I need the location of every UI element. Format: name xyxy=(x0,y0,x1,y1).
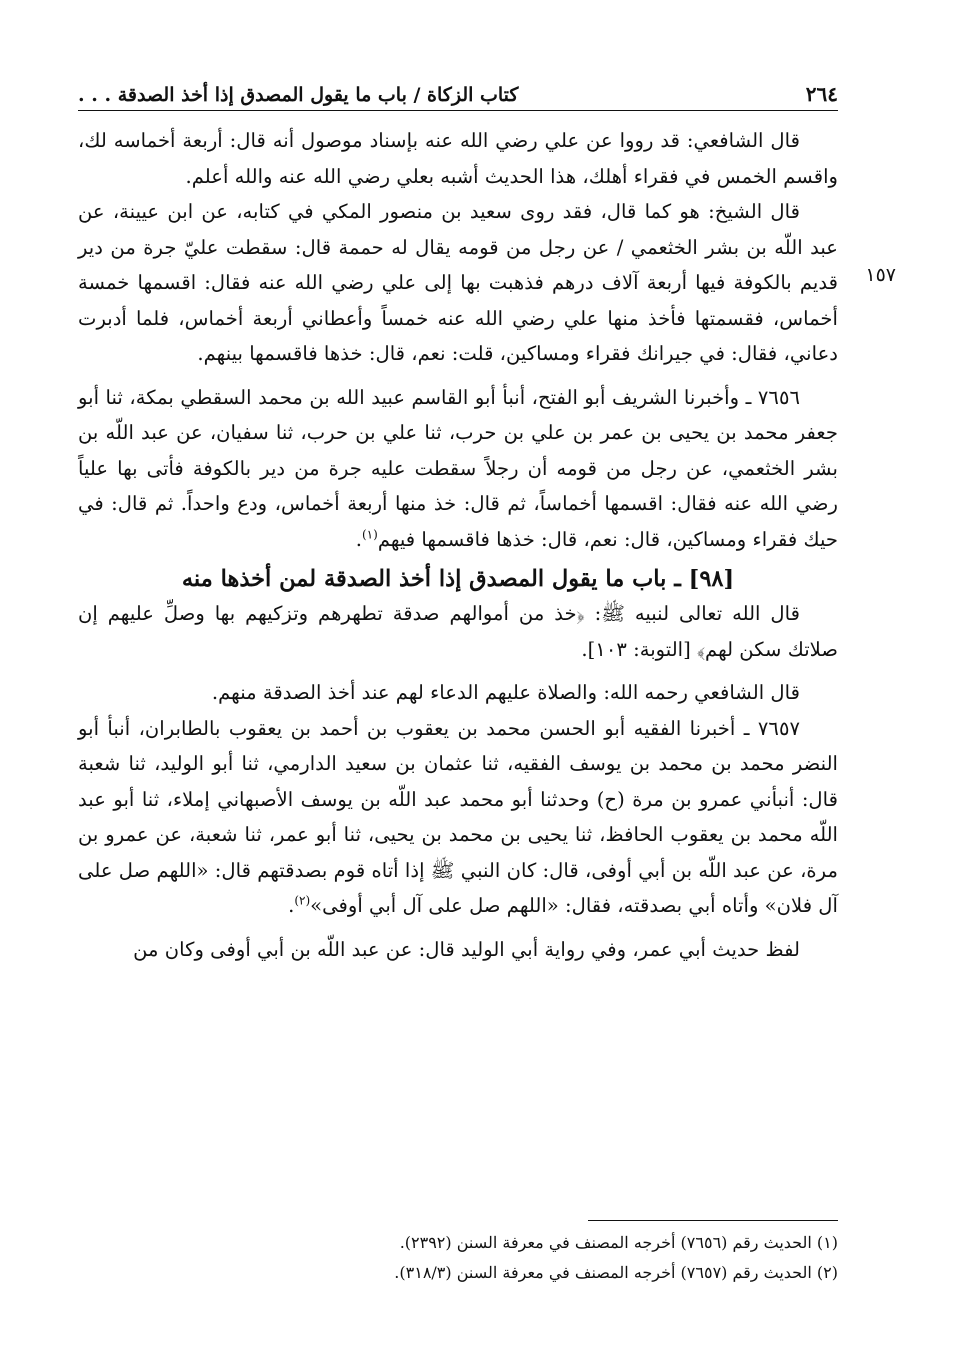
page xyxy=(78,82,896,1282)
chapter-body xyxy=(78,596,838,967)
running-title: كتاب الزكاة / باب ما يقول المصدق إذا أخذ الصدقة . . . xyxy=(78,84,519,106)
paragraph xyxy=(78,380,838,558)
running-header xyxy=(78,82,838,111)
footnote: (١) الحديث رقم (٧٦٥٦) أخرجه المصنف في معرفة السنن (٢٣٩٢). xyxy=(399,1233,838,1252)
page-number: ٢٦٤ xyxy=(805,82,838,106)
paragraph: قال الشافعي رحمه الله: والصلاة عليهم الدعاء لهم عند أخذ الصدقة منهم. xyxy=(211,681,800,704)
paragraph-text: ٧٦٥٧ ـ أخبرنا الفقيه أبو الحسن محمد بن يعقوب بن أحمد بن يعقوب بالطابران، أنبأ أبو النضر محمد بن محمد بن يوسف الفقيه، ثنا عثمان بن سعيد الدارمي، ثنا أبو الوليد، ثنا شعبة قال: أنبأني عمرو بن مرة (ح) وحدثنا أبو محمد عبد اللّه بن يوسف الأصبهاني إملاء، ثنا أبو عبد اللّه محمد بن يعقوب الحافظ، ثنا يحيى بن محمد بن يحيى، ثنا أبو عمر، ثنا شعبة، عن عمرو بن مرة، عن عبد اللّه بن أبي أوفى، قال: كان النبي ﷺ إذا أتاه قوم بصدقتهم قال: «اللهم صل على آل فلان» وأتاه أبي بصدقته، فقال: «اللهم صل على آل أبي أوفى» xyxy=(78,716,838,917)
paragraph-tail: . xyxy=(355,527,362,551)
paragraph-text: ٧٦٥٦ ـ وأخبرنا الشريف أبو الفتح، أنبأ أبو القاسم عبيد الله بن محمد السقطي بمكة، ثنا أبو جعفر محمد بن يحيى بن عمر بن علي بن حرب، ثنا علي بن حرب، ثنا سفيان، عن عبد اللّه بن بشر الخثعمي، عن رجل من قومه أن رجلاً سقطت عليه جرة من دير بالكوفة فأتى بها علياً رضي الله عنه فقال: اقسمها أخماساً، ثم قال: خذ منها أربعة أخماس، ودع واحداً. ثم قال: في حيك فقراء ومساكين، قال: نعم، قال: خذها فاقسمها فيهم xyxy=(78,385,838,551)
paragraph xyxy=(78,194,838,372)
paragraph xyxy=(78,711,838,924)
body-text xyxy=(78,123,838,557)
footnotes xyxy=(78,1228,838,1288)
footnote-divider xyxy=(588,1220,838,1221)
chapter-title: [٩٨] ـ باب ما يقول المصدق إذا أخذ الصدقة لمن أخذها منه xyxy=(181,566,735,592)
footnote-ref[interactable]: (١) xyxy=(361,526,378,541)
paragraph-tail: . xyxy=(288,894,295,917)
footnote-ref[interactable]: (٢) xyxy=(294,893,311,908)
footnote: (٢) الحديث رقم (٧٦٥٧) أخرجه المصنف في معرفة السنن (٣١٨/٣). xyxy=(394,1263,838,1282)
paragraph: قال الشافعي: قد رووا عن علي رضي الله عنه بإسناد موصول أنه قال: أربعة أخماسه لك، واقسم الخمس في فقراء أهلك، هذا الحديث أشبه بعلي رضي الله عنه والله أعلم. xyxy=(78,129,838,188)
paragraph-text: قال الشيخ: هو كما قال، فقد روى سعيد بن منصور المكي في كتابه، عن ابن عيينة، عن عبد اللّه بن بشر الخثعمي / عن رجل من قومه يقال له حممة قال: سقطت عليّ جرة من دير قديم بالكوفة فيها أربعة آلاف درهم فذهبت بها إلى علي رضي الله عنه فقال: اقسمها خمسة أخماس، فقسمتها فأخذ منها علي رضي الله عنه خمساً وأعطاني أربعة أخماس، فلما أدبرت دعاني، فقال: في جيرانك فقراء ومساكين، قلت: نعم، قال: خذها فاقسمها بينهم. xyxy=(78,200,838,365)
paragraph: لفظ حديث أبي عمر، وفي رواية أبي الوليد قال: عن عبد اللّه بن أبي أوفى وكان من xyxy=(133,937,800,961)
margin-page-note: ١٥٧ xyxy=(865,264,896,286)
paragraph: قال الله تعالى لنبيه ﷺ: ﴿خذ من أموالهم صدقة تطهرهم وتزكيهم بها وصلِّ عليهم إن صلاتك سكن لهم﴾ [التوبة: ١٠٣]. xyxy=(78,602,838,661)
